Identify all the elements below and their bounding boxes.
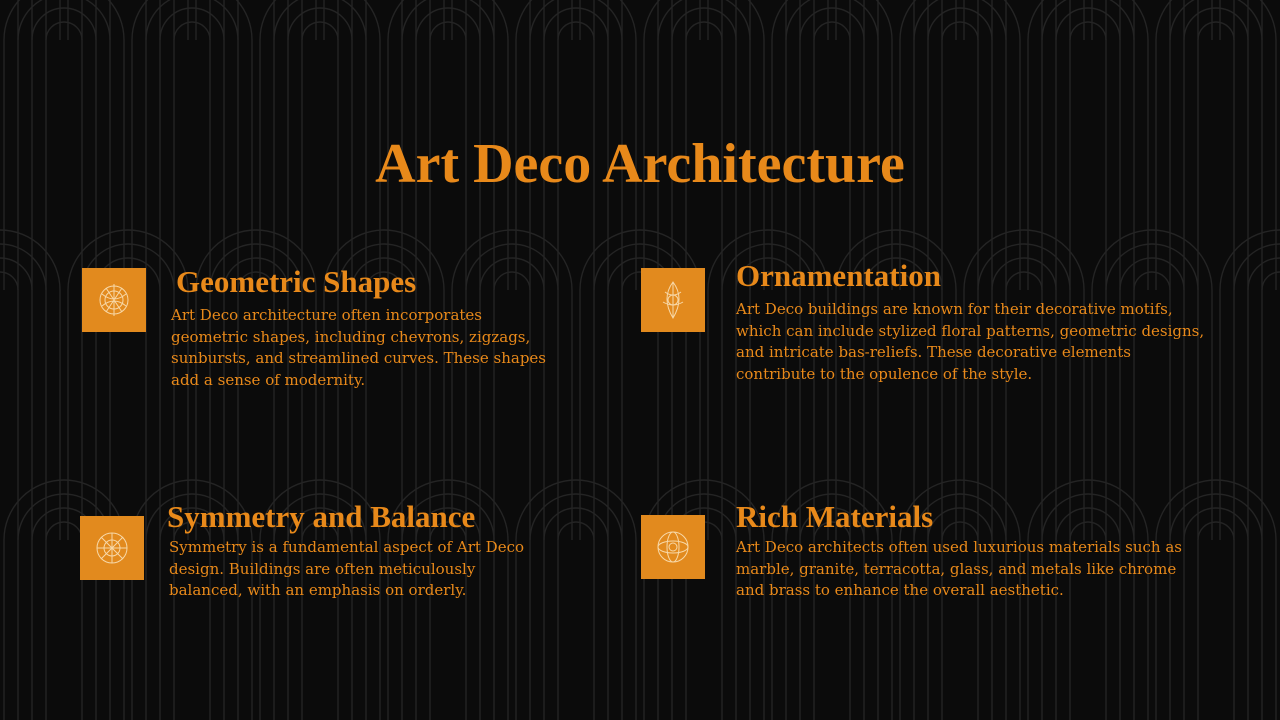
rosette-emblem-icon (641, 515, 705, 579)
card-body-symmetry-and-balance: Symmetry is a fundamental aspect of Art Deco design. Buildings are often meticulously balanced, with an emphasis on orderly. (169, 538, 525, 599)
card-body-rich-materials: Art Deco architects often used luxurious materials such as marble, granite, terracotta, glass, and metals like chrome and brass to enhance the overall aesthetic. (736, 538, 1182, 599)
decorative-emblem-icon (82, 268, 146, 332)
leaf-ornament-icon (641, 268, 705, 332)
card-heading-ornamentation: Ornamentation (736, 258, 941, 293)
slide-title: Art Deco Architecture (375, 133, 905, 195)
card-body-geometric-shapes: Art Deco architecture often incorporates geometric shapes, including chevrons, zigzags, sunbursts, and streamlined curves. These shapes add a sense of modernity. (171, 306, 547, 389)
card-heading-symmetry-and-balance: Symmetry and Balance (167, 499, 476, 534)
card-heading-rich-materials: Rich Materials (736, 499, 934, 534)
card-heading-geometric-shapes: Geometric Shapes (176, 264, 417, 299)
card-body-ornamentation: Art Deco buildings are known for their decorative motifs, which can include stylized floral patterns, geometric designs, and intricate bas-reliefs. These decorative elements contribute to the opulence of the style. (736, 300, 1205, 383)
sunburst-emblem-icon (80, 516, 144, 580)
